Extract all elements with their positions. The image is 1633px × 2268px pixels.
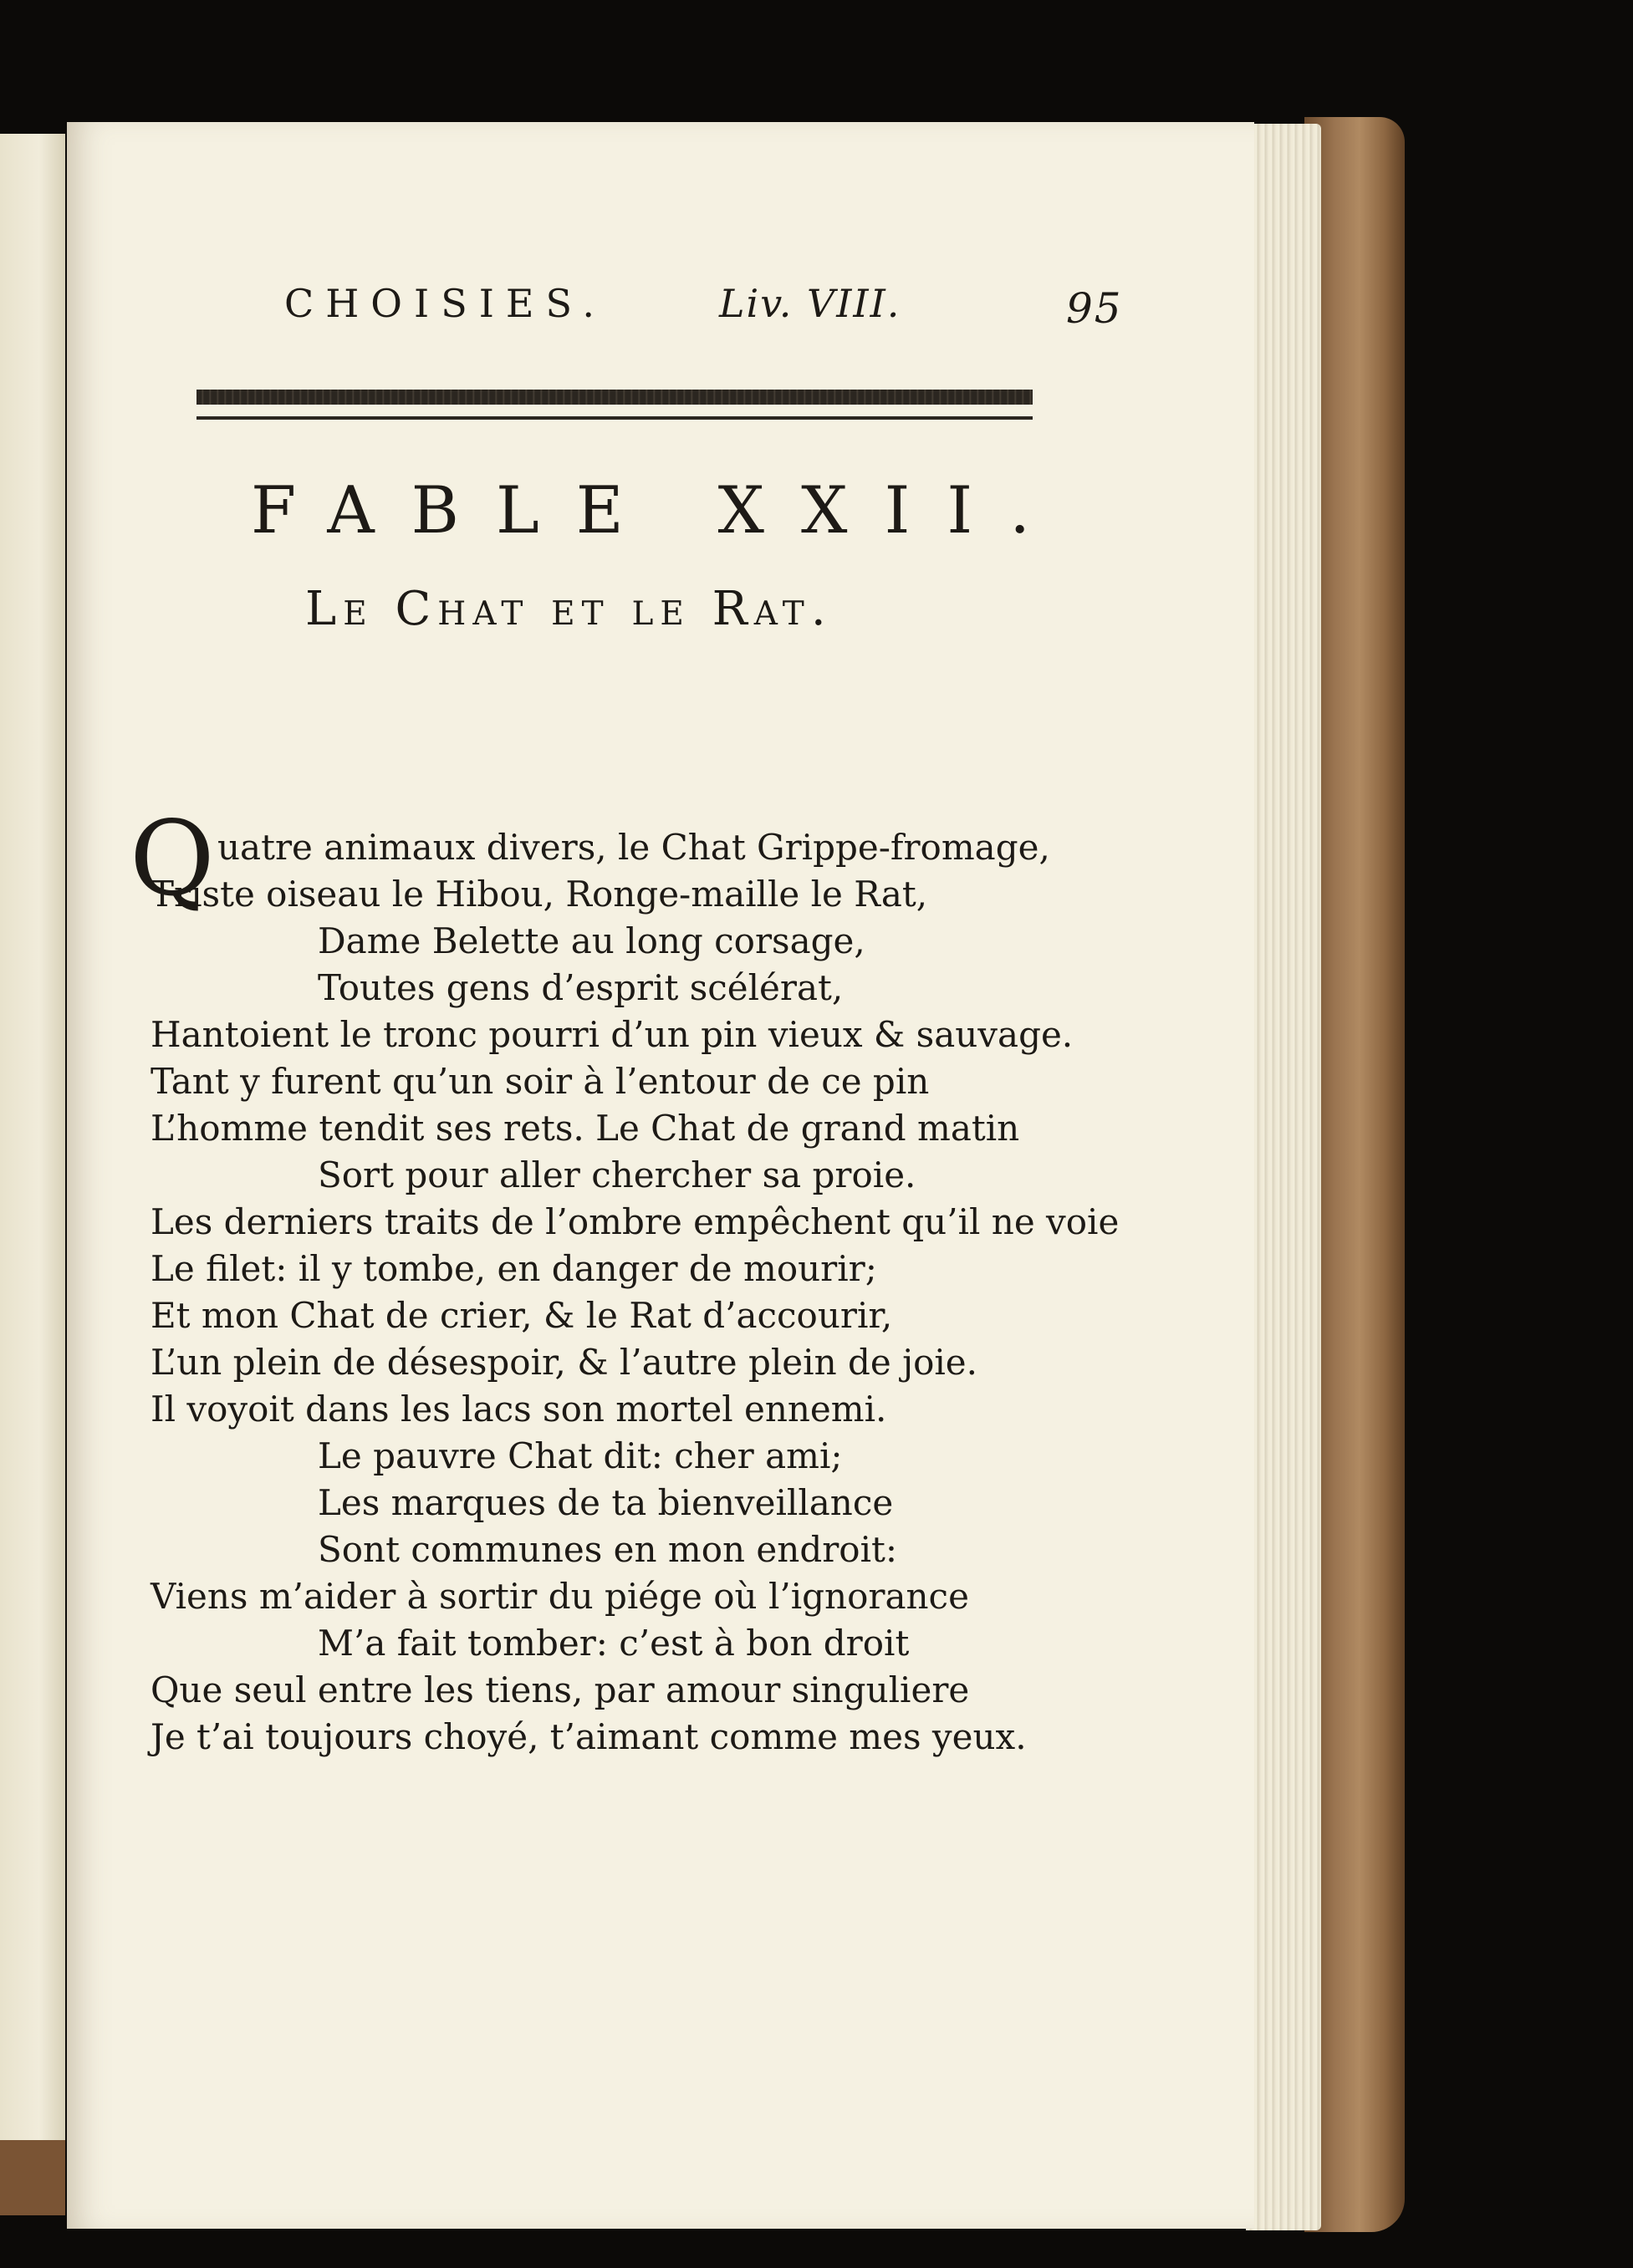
poem-line: Il voyoit dans les lacs son mortel ennemi. <box>151 1389 887 1430</box>
running-head <box>284 281 1123 348</box>
previous-page-sliver <box>0 134 65 2207</box>
drop-cap: Q <box>130 799 215 920</box>
poem-line: Et mon Chat de crier, & le Rat d’accourir, <box>151 1295 893 1336</box>
poem-line: Je t’ai toujours choyé, t’aimant comme mes yeux. <box>151 1716 1027 1757</box>
page-edges <box>1246 124 1321 2230</box>
page-number: 95 <box>1066 284 1123 333</box>
poem-line: Que seul entre les tiens, par amour singuliere <box>151 1669 970 1710</box>
poem-line: Tant y furent qu’un soir à l’entour de ce pin <box>151 1061 930 1102</box>
poem-line: Sort pour aller chercher sa proie. <box>318 1154 916 1195</box>
poem-line: M’a fait tomber: c’est à bon droit <box>318 1623 910 1664</box>
poem-line: uatre animaux divers, le Chat Grippe-fromage, <box>217 827 1050 868</box>
left-cover-corner <box>0 2140 65 2215</box>
poem-line: Hantoient le tronc pourri d’un pin vieux & sauvage. <box>151 1014 1074 1055</box>
poem-line: Le filet: il y tombe, en danger de mourir; <box>151 1248 877 1289</box>
poem-line: Viens m’aider à sortir du piége où l’ignorance <box>151 1576 969 1617</box>
poem-line: Dame Belette au long corsage, <box>318 920 865 961</box>
book-page <box>67 122 1254 2229</box>
poem-line: L’homme tendit ses rets. Le Chat de grand matin <box>151 1108 1020 1149</box>
fable-title: FABLE XXII. <box>251 473 1067 548</box>
running-head-book: Liv. VIII. <box>719 281 901 326</box>
poem-line: Le pauvre Chat dit: cher ami; <box>318 1435 843 1476</box>
poem-line: Sont communes en mon endroit: <box>318 1529 898 1570</box>
thin-rule <box>196 416 1033 420</box>
running-head-section: CHOISIES. <box>284 281 606 326</box>
poem-line: Les derniers traits de l’ombre empêchent qu’il ne voie <box>151 1201 1120 1242</box>
fable-subtitle: Le Chat et le Rat. <box>305 582 833 636</box>
poem-line: Triste oiseau le Hibou, Ronge-maille le Rat, <box>151 874 928 915</box>
poem-line: L’un plein de désespoir, & l’autre plein de joie. <box>151 1342 978 1383</box>
poem-line: Les marques de ta bienveillance <box>318 1482 894 1523</box>
ornamental-rule <box>196 390 1033 405</box>
poem-line: Toutes gens d’esprit scélérat, <box>318 967 844 1008</box>
